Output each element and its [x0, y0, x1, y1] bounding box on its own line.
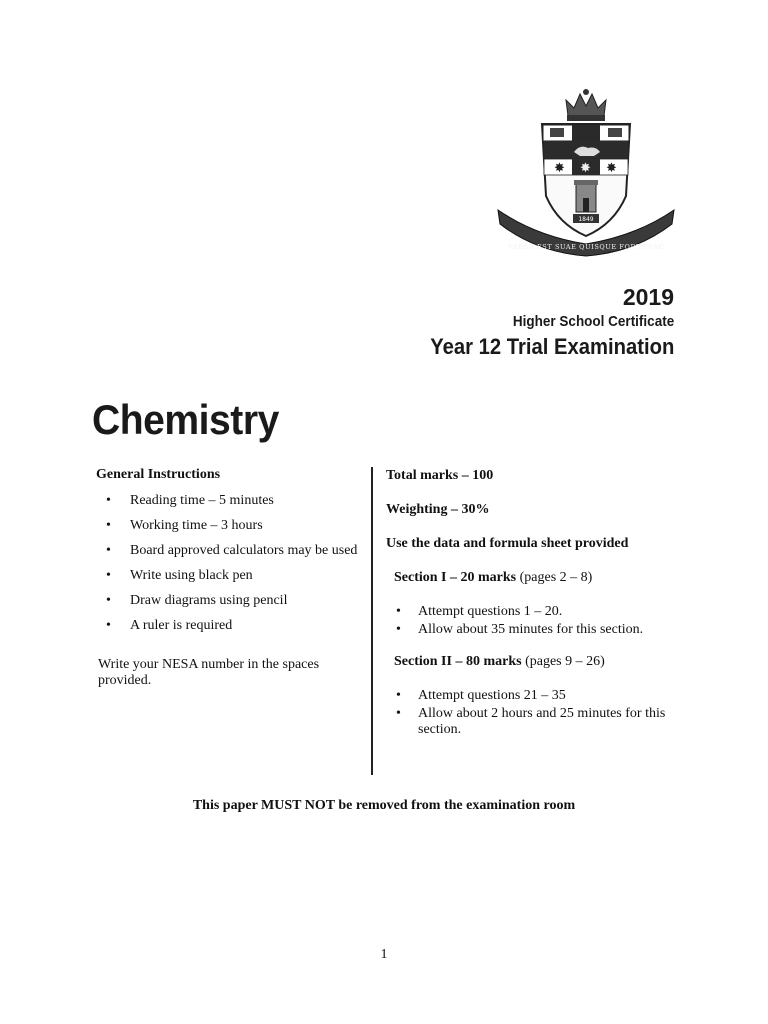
list-item: • Working time – 3 hours	[96, 518, 361, 534]
total-marks: Total marks – 100	[386, 468, 494, 483]
page-number: 1	[380, 947, 388, 962]
crown-icon	[566, 89, 606, 121]
list-item: • Attempt questions 21 – 35	[386, 688, 686, 704]
svg-text:1849: 1849	[578, 216, 594, 223]
exam-title: Year 12 Trial Examination	[429, 334, 674, 359]
nesa-note: Write your NESA number in the spaces provided.	[98, 657, 320, 688]
section-1-pages: (pages 2 – 8)	[519, 570, 593, 585]
section-2-pages: (pages 9 – 26)	[525, 654, 605, 669]
exam-info	[386, 468, 686, 754]
weighting: Weighting – 30%	[386, 502, 490, 517]
instructions-list	[96, 493, 361, 634]
svg-text:✸: ✸	[606, 161, 617, 176]
list-item: • Allow about 2 hours and 25 minutes for this section.	[386, 706, 686, 738]
certificate-title: Higher School Certificate	[512, 313, 674, 330]
subject-title: Chemistry	[92, 396, 279, 443]
list-item: • Reading time – 5 minutes	[96, 493, 361, 509]
column-divider	[371, 467, 373, 775]
general-instructions-heading: General Instructions	[96, 467, 221, 482]
section-1-list	[386, 604, 686, 638]
section-2-heading	[386, 654, 686, 670]
list-item: • Board approved calculators may be used	[96, 543, 361, 559]
list-item: • Attempt questions 1 – 20.	[386, 604, 686, 620]
section-2-title: Section II – 80 marks	[394, 654, 522, 669]
general-instructions	[96, 467, 361, 689]
section-2-list	[386, 688, 686, 738]
section-1-title: Section I – 20 marks	[394, 570, 517, 585]
svg-text:✸: ✸	[554, 161, 565, 176]
list-item: • Write using black pen	[96, 568, 361, 584]
svg-text:FABER EST SUAE QUISQUE FORTUNA: FABER EST SUAE QUISQUE FORTUNAE	[508, 243, 664, 251]
removal-warning: This paper MUST NOT be removed from the examination room	[192, 798, 576, 813]
list-item: • Draw diagrams using pencil	[96, 593, 361, 609]
list-item: • Allow about 35 minutes for this section.	[386, 622, 686, 638]
section-1-heading	[386, 570, 686, 586]
data-sheet-note: Use the data and formula sheet provided	[386, 536, 629, 551]
list-item: • A ruler is required	[96, 618, 361, 634]
school-crest-logo	[496, 86, 676, 258]
svg-text:✸: ✸	[580, 161, 591, 176]
exam-year: 2019	[622, 284, 674, 310]
